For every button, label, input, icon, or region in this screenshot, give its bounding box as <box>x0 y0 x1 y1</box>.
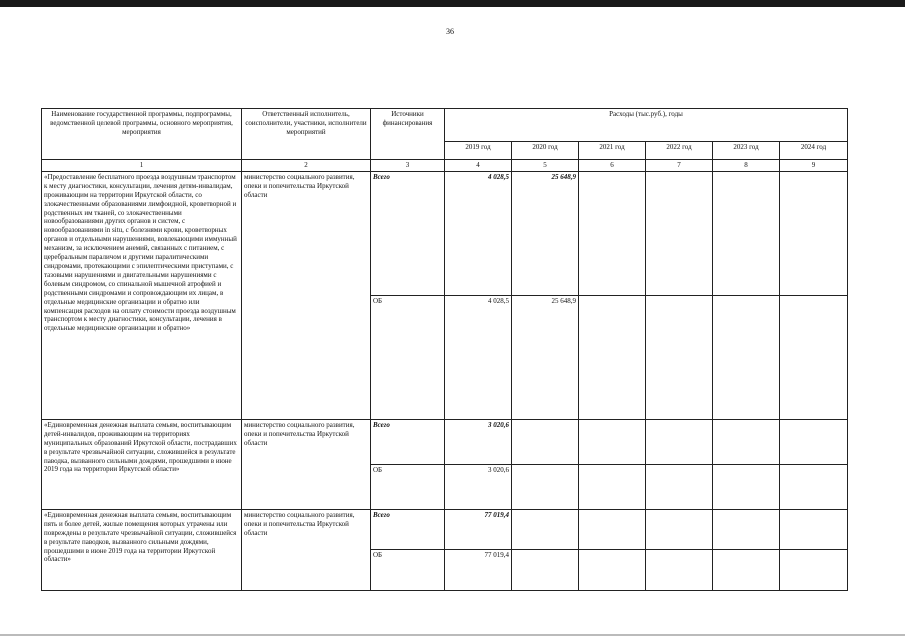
header-year: 2021 год <box>579 142 646 160</box>
measure-responsible: министерство социального развития, опеки и попечительства Иркутской области <box>242 171 371 419</box>
value-cell: 4 028,5 <box>445 171 512 295</box>
measure-responsible: министерство социального развития, опеки и попечительства Иркутской области <box>242 509 371 590</box>
table-row <box>42 171 848 295</box>
value-cell: 3 020,6 <box>445 464 512 509</box>
value-cell <box>579 464 646 509</box>
measure-name: «Предоставление бесплатного проезда воздушным транспортом к месту диагностики, консультации, лечения детям-инвалидам, проживающим на территории Иркутской области, со злокачественными образованиями лимфоидной, кроветворной и родственных им тканей, со злокачественными новообразованиями других органов и систем, с новообразованиями in situ, с болезнями крови, кроветворных органов и отдельными нарушениями, вовлекающими иммунный механизм, за исключением анемий, связанных с питанием, с церебральным параличом и другими паралитическими синдромами, протекающими с эпилептическими приступами, с тазовыми нарушениями и двигательными нарушениями с болевым синдромом, со спинальной мышечной атрофией и родственными синдромами и сопровождающим их лицам, в отдельные медицинские организации и обратно или компенсация расходов на оплату стоимости проезда воздушным транспортом к месту диагностики, консультации, лечения в отдельные медицинские организации и обратно» <box>42 171 242 419</box>
value-cell: 4 028,5 <box>445 295 512 419</box>
measure-name: «Единовременная денежная выплата семьям, воспитывающим детей-инвалидов, проживающим на территориях муниципальных образований Иркутской области, пострадавших в результате чрезвычайной ситуации, сложившейся в результате паводка, вызванного сильными дождями, прошедшими в июне 2019 года на территории Иркутской области» <box>42 419 242 509</box>
value-cell <box>512 549 579 590</box>
value-cell: 25 648,9 <box>512 295 579 419</box>
value-cell <box>713 419 780 464</box>
value-cell <box>713 509 780 549</box>
source-total-label: Всего <box>371 419 445 464</box>
source-total-label: Всего <box>371 509 445 549</box>
value-cell <box>780 295 848 419</box>
column-number: 6 <box>579 160 646 172</box>
header-responsible: Ответственный исполнитель, соисполнители, участники, исполнители мероприятий <box>242 109 371 160</box>
value-cell: 25 648,9 <box>512 171 579 295</box>
value-cell <box>780 549 848 590</box>
value-cell <box>646 464 713 509</box>
value-cell <box>780 419 848 464</box>
column-number: 4 <box>445 160 512 172</box>
header-year: 2019 год <box>445 142 512 160</box>
table-row <box>42 419 848 464</box>
header-year: 2023 год <box>713 142 780 160</box>
value-cell <box>512 509 579 549</box>
scan-top-border <box>0 0 905 7</box>
scan-bottom-edge <box>0 634 905 636</box>
column-number: 1 <box>42 160 242 172</box>
column-number: 9 <box>780 160 848 172</box>
source-ob-label: ОБ <box>371 549 445 590</box>
value-cell <box>512 464 579 509</box>
value-cell: 77 019,4 <box>445 549 512 590</box>
column-number: 3 <box>371 160 445 172</box>
value-cell <box>713 171 780 295</box>
header-source: Источники финансирования <box>371 109 445 160</box>
table-row <box>42 509 848 549</box>
column-number: 8 <box>713 160 780 172</box>
value-cell <box>646 171 713 295</box>
header-year: 2020 год <box>512 142 579 160</box>
header-name: Наименование государственной программы, подпрограммы, ведомственной целевой программы, основного мероприятия, мероприятия <box>42 109 242 160</box>
value-cell <box>579 419 646 464</box>
expenses-table <box>41 108 848 591</box>
value-cell <box>780 509 848 549</box>
source-ob-label: ОБ <box>371 464 445 509</box>
source-total-label: Всего <box>371 171 445 295</box>
column-number: 7 <box>646 160 713 172</box>
value-cell <box>646 419 713 464</box>
page-number: 36 <box>446 27 454 36</box>
header-year: 2024 год <box>780 142 848 160</box>
value-cell <box>713 295 780 419</box>
measure-responsible: министерство социального развития, опеки и попечительства Иркутской области <box>242 419 371 509</box>
value-cell <box>579 549 646 590</box>
header-year: 2022 год <box>646 142 713 160</box>
measure-name: «Единовременная денежная выплата семьям, воспитывающим пять и более детей, жилые помещения которых утрачены или повреждены в результате чрезвычайной ситуации, сложившейся в результате паводков, вызванного сильными дождями, прошедшими в июне 2019 года на территории Иркутской области» <box>42 509 242 590</box>
value-cell: 77 019,4 <box>445 509 512 549</box>
source-ob-label: ОБ <box>371 295 445 419</box>
value-cell <box>780 464 848 509</box>
value-cell <box>713 549 780 590</box>
column-number: 2 <box>242 160 371 172</box>
value-cell <box>579 295 646 419</box>
value-cell <box>780 171 848 295</box>
value-cell <box>646 295 713 419</box>
column-number: 5 <box>512 160 579 172</box>
header-expenses: Расходы (тыс.руб.), годы <box>445 109 848 142</box>
value-cell: 3 020,6 <box>445 419 512 464</box>
value-cell <box>646 509 713 549</box>
value-cell <box>646 549 713 590</box>
value-cell <box>579 509 646 549</box>
value-cell <box>713 464 780 509</box>
value-cell <box>512 419 579 464</box>
value-cell <box>579 171 646 295</box>
